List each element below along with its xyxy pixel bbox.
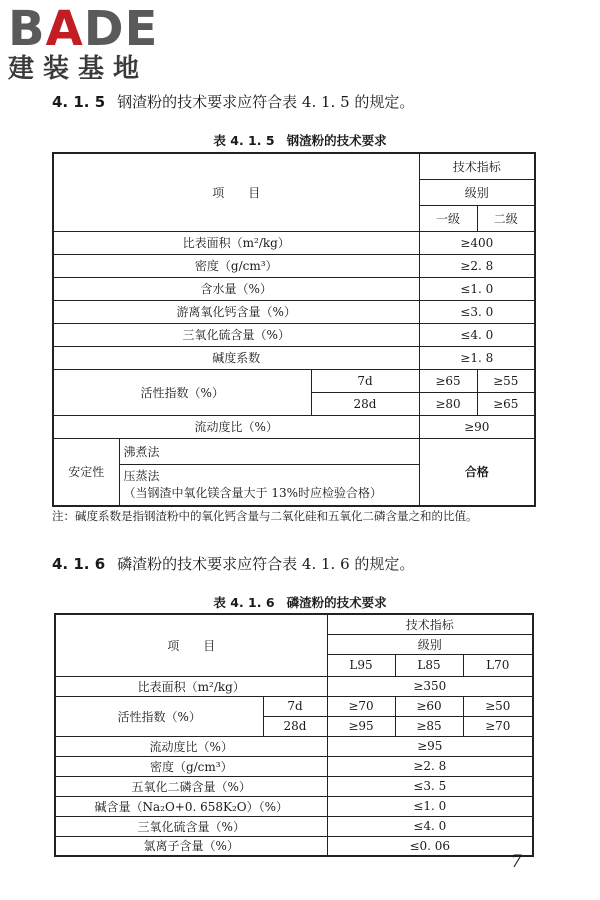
header-grade: 级别 (327, 634, 533, 654)
logo-wordmark: BADE (8, 1, 159, 57)
page-number: 7 (511, 852, 522, 872)
header-grade-l85: L85 (395, 654, 463, 676)
row-label: 含水量（%） (53, 277, 419, 300)
header-grade-2: 二级 (477, 205, 535, 231)
activity-index-label: 活性指数（%） (55, 696, 263, 736)
activity-28d-l85: ≥85 (395, 716, 463, 736)
row-value: ≤3. 5 (327, 776, 533, 796)
header-tech-index: 技术指标 (419, 153, 535, 179)
header-grade-1: 一级 (419, 205, 477, 231)
table-4-1-6 (54, 613, 534, 857)
row-value: ≥400 (419, 231, 535, 254)
activity-7d-l85: ≥60 (395, 696, 463, 716)
row-value: ≥95 (327, 736, 533, 756)
activity-28d-l95: ≥95 (327, 716, 395, 736)
activity-7d: 7d (263, 696, 327, 716)
header-item: 项 目 (53, 153, 419, 231)
stability-autoclave-method: 压蒸法 （当钢渣中氧化镁含量大于 13%时应检验合格） (119, 464, 419, 506)
activity-7d-l95: ≥70 (327, 696, 395, 716)
activity-7d-l70: ≥50 (463, 696, 533, 716)
activity-7d-grade-2: ≥55 (477, 369, 535, 392)
row-value: ≤1. 0 (327, 796, 533, 816)
row-value: ≥2. 8 (419, 254, 535, 277)
activity-28d: 28d (263, 716, 327, 736)
flow-ratio-label: 流动度比（%） (53, 415, 419, 438)
row-label: 碱度系数 (53, 346, 419, 369)
activity-7d-grade-1: ≥65 (419, 369, 477, 392)
logo-subtitle: 建装基地 (8, 54, 149, 84)
row-value: ≤4. 0 (327, 816, 533, 836)
flow-ratio-value: ≥90 (419, 415, 535, 438)
table-note: 注：碱度系数是指钢渣粉中的氧化钙含量与二氧化硅和五氧化二磷含量之和的比值。 (52, 509, 478, 523)
header-grade-l95: L95 (327, 654, 395, 676)
row-label: 碱含量（Na₂O+0. 658K₂O）（%） (55, 796, 327, 816)
bade-logo (8, 1, 178, 84)
activity-7d: 7d (311, 369, 419, 392)
row-label: 流动度比（%） (55, 736, 327, 756)
row-value: ≤1. 0 (419, 277, 535, 300)
surface-area-value: ≥350 (327, 676, 533, 696)
row-label: 游离氧化钙含量（%） (53, 300, 419, 323)
row-value: ≥1. 8 (419, 346, 535, 369)
header-tech-index: 技术指标 (327, 614, 533, 634)
activity-28d-l70: ≥70 (463, 716, 533, 736)
stability-value: 合格 (419, 438, 535, 506)
stability-label: 安定性 (53, 438, 119, 506)
clause-4-1-6: 4. 1. 6 磷渣粉的技术要求应符合表 4. 1. 6 的规定。 (52, 555, 415, 573)
row-label: 比表面积（m²/kg） (53, 231, 419, 254)
row-label: 三氧化硫含量（%） (53, 323, 419, 346)
header-grade: 级别 (419, 179, 535, 205)
activity-28d-grade-1: ≥80 (419, 392, 477, 415)
row-value: ≤0. 06 (327, 836, 533, 856)
header-grade-l70: L70 (463, 654, 533, 676)
row-value: ≤4. 0 (419, 323, 535, 346)
row-label: 氯离子含量（%） (55, 836, 327, 856)
activity-index-label: 活性指数（%） (53, 369, 311, 415)
surface-area-label: 比表面积（m²/kg） (55, 676, 327, 696)
table-4-1-5-caption: 表 4. 1. 5 钢渣粉的技术要求 (213, 133, 387, 148)
header-item: 项 目 (55, 614, 327, 676)
table-4-1-5 (52, 152, 536, 507)
row-label: 密度（g/cm³） (55, 756, 327, 776)
clause-4-1-5: 4. 1. 5 钢渣粉的技术要求应符合表 4. 1. 5 的规定。 (52, 93, 415, 111)
row-label: 五氧化二磷含量（%） (55, 776, 327, 796)
table-4-1-6-caption: 表 4. 1. 6 磷渣粉的技术要求 (213, 595, 387, 610)
row-label: 密度（g/cm³） (53, 254, 419, 277)
stability-boiling-method: 沸煮法 (119, 438, 419, 464)
activity-28d: 28d (311, 392, 419, 415)
row-value: ≥2. 8 (327, 756, 533, 776)
row-label: 三氧化硫含量（%） (55, 816, 327, 836)
activity-28d-grade-2: ≥65 (477, 392, 535, 415)
row-value: ≤3. 0 (419, 300, 535, 323)
